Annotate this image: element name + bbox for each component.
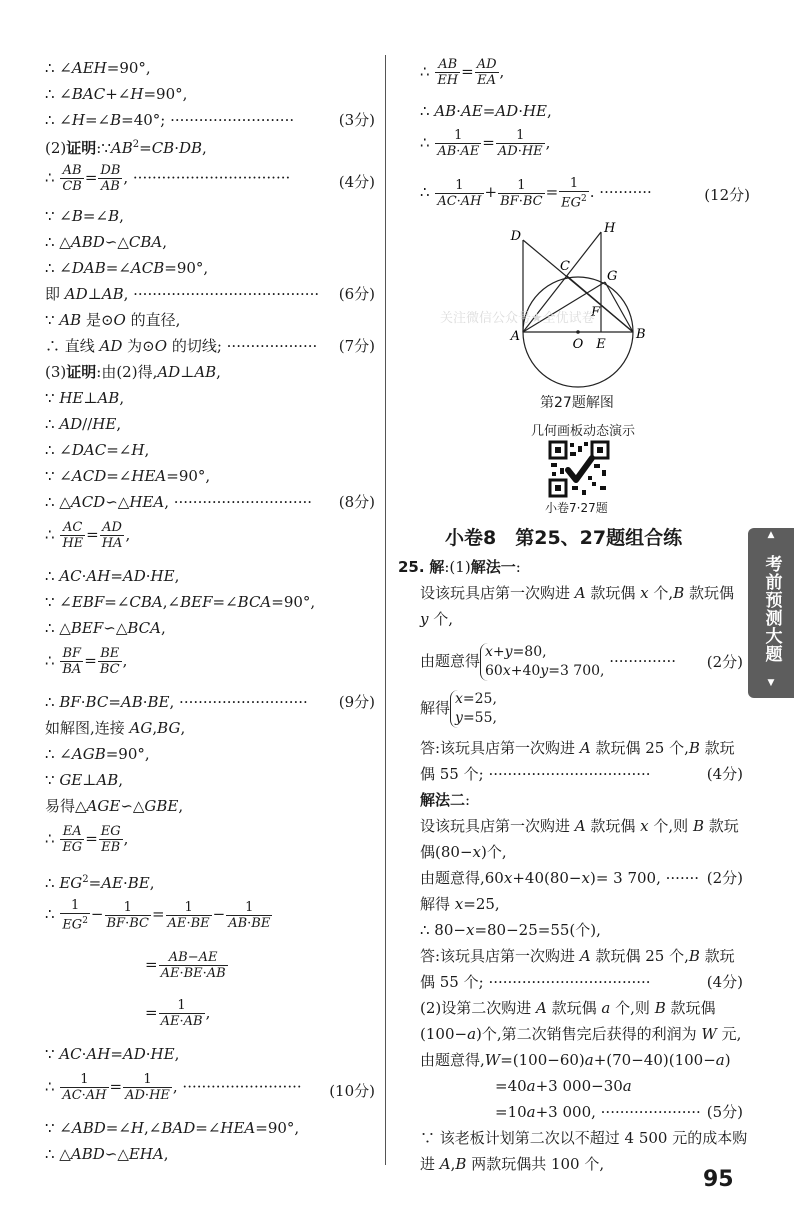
text-line: 进 A,B 两款玩偶共 100 个, — [420, 1155, 605, 1173]
text-line: ∵ AC·AH=AD·HE, — [45, 1045, 180, 1063]
text-line: ∴ ∠AEH=90°, — [45, 59, 151, 77]
watermark: 关注微信公众号★全优试卷 — [440, 311, 595, 326]
text-line: 解法二: — [420, 791, 471, 809]
text-line: ∴ AC·AH=AD·HE, — [45, 567, 180, 585]
qr-code-icon[interactable] — [548, 440, 610, 498]
text-line: = $\frac{AB-AE}{AE\cdot BE\cdot AB}$ — [145, 950, 226, 981]
text-line: =40a+3 000−30a — [495, 1077, 632, 1095]
text-line: ∴ $\frac{BF}{BA}$ = $\frac{BE}{BC}$ , — [45, 646, 128, 677]
side-tab[interactable] — [748, 528, 794, 698]
text-line: ∵ ∠B=∠B, — [45, 207, 124, 225]
text-line: ∴ $\frac{1}{AC\cdot AH}$ + $\frac{1}{BF\cdot BC}$ = $\frac{1}{EG^2}$ . ··········· — [420, 176, 652, 211]
text-line: 偶(80−x)个, — [420, 843, 507, 861]
figure-caption: 第27题解图 — [540, 395, 614, 411]
text-line: 由题意得,W=(100−60)a+(70−40)(100−a) — [420, 1051, 731, 1069]
text-line: ∴ △ABD∽△EHA, — [45, 1145, 169, 1163]
text-line: ∴ $\frac{1}{EG^2}$ − $\frac{1}{BF\cdot BC}$ = $\frac{1}{AE\cdot BE}$ − $\frac{1}{AB\cdot BE}$ — [45, 898, 271, 933]
text-line: =10a+3 000, ····················· — [495, 1103, 701, 1121]
text-line: ∴ $\frac{AC}{HE}$ = $\frac{AD}{HA}$ , — [45, 520, 131, 551]
label-f: F — [591, 305, 601, 320]
page-number: 95 — [703, 1167, 734, 1192]
text-line: 如解图,连接 AG,BG, — [45, 719, 186, 737]
text-line: ∵ AB 是⊙O 的直径, — [45, 311, 181, 329]
label-o: O — [572, 337, 584, 352]
score-mark: (3分) — [338, 111, 375, 129]
score-mark: (8分) — [338, 493, 375, 511]
text-line: ∴ $\frac{AB}{CB}$ = $\frac{DB}{AB}$ , ································· — [45, 163, 291, 194]
score-mark: (9分) — [338, 693, 375, 711]
text-line: (2)设第二次购进 A 款玩偶 a 个,则 B 款玩偶 — [420, 999, 716, 1017]
score-mark: (12分) — [704, 186, 750, 204]
text-line: 25. 解:(1)解法一: — [398, 558, 521, 576]
score-mark: (6分) — [338, 285, 375, 303]
score-mark: (7分) — [338, 337, 375, 355]
score-mark: (4分) — [338, 173, 375, 191]
text-line: ∵ ∠ABD=∠H,∠BAD=∠HEA=90°, — [45, 1119, 300, 1137]
text-line: ∴ 80−x=80−25=55(个), — [420, 921, 601, 939]
text-line: ∴ AD//HE, — [45, 415, 122, 433]
text-line: ∴ 直线 AD 为⊙O 的切线; ··················· — [45, 337, 318, 355]
text-line: ∵ GE⊥AB, — [45, 771, 123, 789]
text-line: 即 AD⊥AB, ······································· — [45, 285, 320, 303]
text-line: 由题意得,60x+40(80−x)= 3 700, ······· — [420, 869, 700, 887]
triangle-down-icon: ▼ — [767, 678, 775, 688]
label-d: D — [510, 229, 521, 244]
text-line: ∴ $\frac{1}{AC\cdot AH}$ = $\frac{1}{AD\cdot HE}$ , ························· — [45, 1072, 302, 1103]
score-mark: (5分) — [706, 1103, 743, 1121]
text-line: 答:该玩具店第一次购进 A 款玩偶 25 个,B 款玩 — [420, 739, 735, 757]
score-mark: (4分) — [706, 973, 743, 991]
text-line: ∵ ∠EBF=∠CBA,∠BEF=∠BCA=90°, — [45, 593, 316, 611]
qr-caption: 小卷7·27题 — [545, 501, 608, 515]
text-line: ∴ ∠DAC=∠H, — [45, 441, 150, 459]
label-c: C — [560, 259, 570, 274]
triangle-up-icon: ▲ — [767, 530, 775, 540]
text-line: ∴ AB·AE=AD·HE, — [420, 102, 552, 120]
text-line: 解得 x=25, — [420, 895, 500, 913]
text-line: 解得 x=25, y=55, — [420, 691, 497, 726]
text-line: 答:该玩具店第一次购进 A 款玩偶 25 个,B 款玩 — [420, 947, 735, 965]
text-line: ∴ $\frac{1}{AB\cdot AE}$ = $\frac{1}{AD\cdot HE}$ , — [420, 128, 551, 159]
text-line: ∵ 该老板计划第二次以不超过 4 500 元的成本购 — [420, 1129, 748, 1147]
score-mark: (2分) — [706, 869, 743, 887]
text-line: ∴ $\frac{EA}{EG}$ = $\frac{EG}{EB}$ , — [45, 824, 129, 855]
text-line: (3)证明:由(2)得,AD⊥AB, — [45, 363, 221, 381]
section-title: 小卷8 第25、27题组合练 — [445, 527, 683, 549]
label-g: G — [607, 269, 618, 284]
text-line: ∴ $\frac{AB}{EH}$ = $\frac{AD}{EA}$ , — [420, 57, 505, 88]
qr-title: 几何画板动态演示 — [531, 424, 636, 439]
text-line: (100−a)个,第二次销售完后获得的利润为 W 元, — [420, 1025, 742, 1043]
text-line: 偶 55 个; ·································· — [420, 973, 651, 991]
text-line: ∴ BF·BC=AB·BE, ··························· — [45, 693, 308, 711]
side-tab-label: 考前预测大题 — [761, 555, 782, 663]
text-line: 易得△AGE∽△GBE, — [45, 797, 184, 815]
text-line: ∴ △ABD∽△CBA, — [45, 233, 167, 251]
label-b: B — [636, 327, 646, 342]
text-line: ∴ ∠DAB=∠ACB=90°, — [45, 259, 209, 277]
text-line: 偶 55 个; ·································· — [420, 765, 651, 783]
label-a: A — [510, 329, 520, 344]
score-mark: (4分) — [706, 765, 743, 783]
text-line: ∴ $EG^2=AE\cdot BE$, — [45, 874, 155, 892]
geometry-figure — [505, 218, 665, 393]
label-h: H — [604, 221, 616, 236]
text-line: (2)证明$:\because AB^2=CB\cdot DB$, — [45, 139, 207, 157]
label-e: E — [596, 337, 606, 352]
text-line: ∴ ∠H=∠B=40°; ·························· — [45, 111, 295, 129]
text-line: ∴ △ACD∽△HEA, ····························· — [45, 493, 312, 511]
score-mark: (2分) — [706, 653, 743, 671]
text-line: ∵ ∠ACD=∠HEA=90°, — [45, 467, 211, 485]
text-line: ∴ ∠BAC+∠H=90°, — [45, 85, 188, 103]
text-line: ∵ HE⊥AB, — [45, 389, 125, 407]
score-mark: (10分) — [329, 1082, 375, 1100]
column-divider — [385, 55, 386, 1165]
text-line: y 个, — [420, 610, 454, 628]
text-line: ∴ △BEF∽△BCA, — [45, 619, 166, 637]
text-line: 由题意得 x+y=80, 60x+40y=3 700, ·············· — [420, 644, 677, 679]
text-line: ∴ ∠AGB=90°, — [45, 745, 150, 763]
text-line: 设该玩具店第一次购进 A 款玩偶 x 个,则 B 款玩 — [420, 817, 739, 835]
text-line: = $\frac{1}{AE\cdot AB}$ , — [145, 998, 211, 1029]
text-line: 设该玩具店第一次购进 A 款玩偶 x 个,B 款玩偶 — [420, 584, 734, 602]
